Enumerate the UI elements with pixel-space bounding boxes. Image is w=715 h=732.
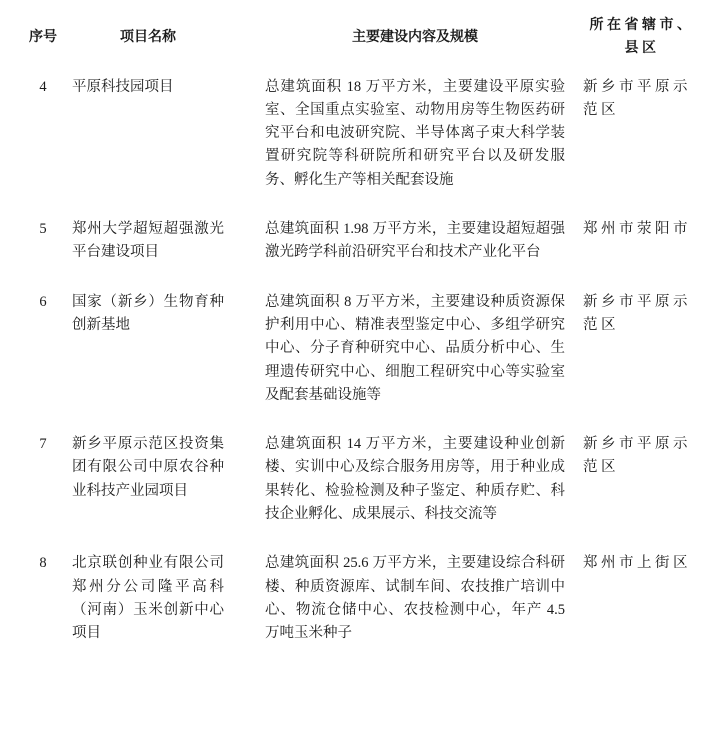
row-no: 4 — [39, 78, 47, 95]
row-construction-content: 总建筑面积 1.98 万平方米，主要建设超短超强激光跨学科前沿研究平台和技术产业化平台 — [265, 221, 565, 261]
row-no: 7 — [39, 436, 47, 453]
table-row — [14, 218, 715, 265]
row-no: 5 — [39, 221, 47, 238]
row-location: 新乡市平原示范区 — [583, 436, 691, 476]
row-location: 新乡市平原示范区 — [583, 78, 691, 118]
row-project-name: 北京联创种业有限公司郑州分公司隆平高科（河南）玉米创新中心项目 — [72, 555, 224, 642]
row-project-name: 郑州大学超短超强激光平台建设项目 — [72, 221, 224, 261]
header-cell-construction-content: 主要建设内容及规模 — [352, 29, 478, 45]
row-construction-content: 总建筑面积 8 万平方米，主要建设种质资源保护利用中心、精准表型鉴定中心、多组学研究中心、分子育种研究中心、品质分析中心、生理遗传研究中心、细胞工程研究中心等实验室及配套基础设施等 — [265, 293, 565, 403]
table-row — [14, 76, 715, 192]
row-project-name: 新乡平原示范区投资集团有限公司中原农谷种业科技产业园项目 — [72, 436, 224, 499]
row-location: 郑州市上街区 — [583, 555, 691, 572]
table-row — [14, 552, 715, 645]
row-no: 6 — [39, 293, 47, 310]
table-row — [14, 433, 715, 526]
header-cell-location: 所在省辖市、县区 — [589, 18, 695, 57]
row-location: 新乡市平原示范区 — [583, 293, 691, 333]
row-construction-content: 总建筑面积 14 万平方米，主要建设种业创新楼、实训中心及综合服务用房等，用于种业成果转化、检验检测及种子鉴定、种质存贮、科技企业孵化、成果展示、科技交流等 — [265, 436, 565, 523]
table-header — [14, 14, 715, 61]
row-project-name: 平原科技园项目 — [72, 78, 174, 95]
header-cell-no: 序号 — [29, 29, 57, 45]
row-location: 郑州市荥阳市 — [583, 221, 691, 238]
table-row — [14, 291, 715, 407]
row-construction-content: 总建筑面积 25.6 万平方米，主要建设综合科研楼、种质资源库、试制车间、农技推广培训中心、物流仓储中心、农技检测中心，年产 4.5 万吨玉米种子 — [265, 555, 565, 642]
row-construction-content: 总建筑面积 18 万平方米，主要建设平原实验室、全国重点实验室、动物用房等生物医药研究平台和电波研究院、半导体离子束大科学装置研究院等科研院所和研究平台以及研发服务、孵化生产等相关配套设施 — [265, 78, 565, 188]
header-cell-project-name: 项目名称 — [120, 29, 176, 45]
row-no: 8 — [39, 555, 47, 572]
row-project-name: 国家（新乡）生物育种创新基地 — [72, 293, 224, 333]
